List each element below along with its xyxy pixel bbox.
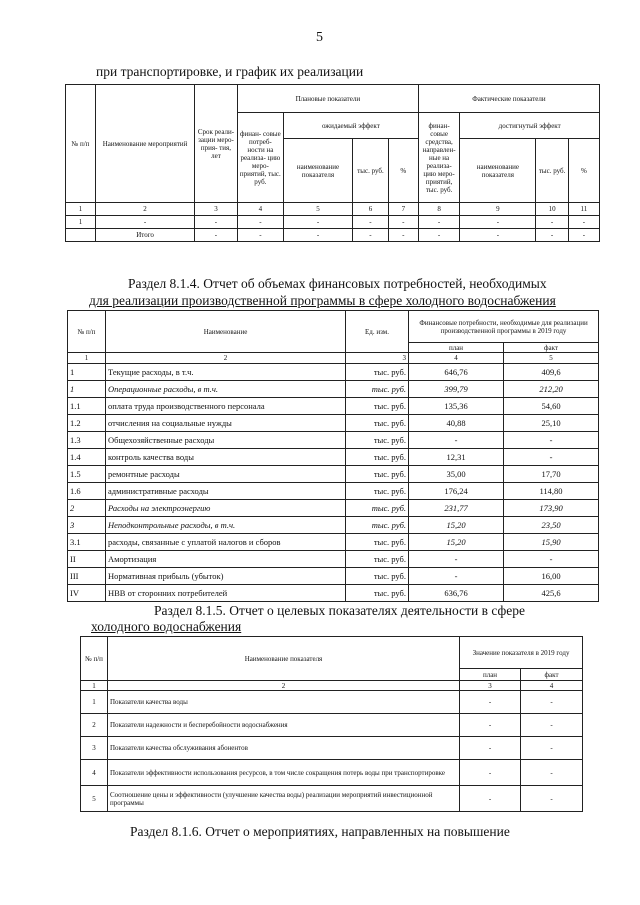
table-row — [81, 760, 583, 786]
t2-no: 1.5 — [68, 466, 106, 483]
t3-fact: - — [521, 760, 583, 786]
t2-name: Нормативная прибыль (убыток) — [106, 568, 346, 585]
t1-cell: - — [388, 216, 418, 229]
t2-unit: тыс. руб. — [346, 483, 409, 500]
t2-no: 1.3 — [68, 432, 106, 449]
t2-header-unit: Ед. изм. — [346, 311, 409, 353]
t3-fact: - — [521, 691, 583, 714]
t2-num: 2 — [106, 353, 346, 364]
t1-header-no: № п/п — [66, 85, 96, 203]
t1-cell: - — [353, 229, 389, 242]
t2-unit: тыс. руб. — [346, 398, 409, 415]
t3-num: 2 — [108, 681, 460, 691]
section-815-line2: холодного водоснабжения — [91, 619, 242, 634]
t1-cell: - — [568, 229, 599, 242]
t1-header-achieved: достигнутый эффект — [460, 113, 600, 139]
t2-no: 1.4 — [68, 449, 106, 466]
t1-num: 8 — [418, 203, 460, 216]
t2-no: 1.2 — [68, 415, 106, 432]
t2-name: Расходы на электроэнергию — [106, 500, 346, 517]
t3-num: 1 — [81, 681, 108, 691]
t2-plan: - — [409, 432, 504, 449]
table-row — [68, 449, 599, 466]
t1-header-ind-name: наименование показателя — [283, 139, 352, 203]
t1-header-thous: тыс. руб. — [353, 139, 389, 203]
t2-no: 1 — [68, 364, 106, 381]
table-row — [81, 786, 583, 812]
table-row — [81, 714, 583, 737]
t3-header-value: Значение показателя в 2019 году — [460, 637, 583, 669]
t2-num: 1 — [68, 353, 106, 364]
t1-header-fin-plan: финан- совые потреб- ности на реализа- цию меро- приятий, тыс. руб. — [237, 113, 283, 203]
t2-name: административные расходы — [106, 483, 346, 500]
t2-name: Неподконтрольные расходы, в т.ч. — [106, 517, 346, 534]
t2-plan: 15,20 — [409, 534, 504, 551]
t2-plan: 399,79 — [409, 381, 504, 398]
t1-header-ind-name2: наименование показателя — [460, 139, 536, 203]
t1-cell: - — [353, 216, 389, 229]
t3-plan: - — [460, 737, 521, 760]
t1-num: 6 — [353, 203, 389, 216]
t1-cell: - — [568, 216, 599, 229]
table-row — [68, 483, 599, 500]
t2-name: Операционные расходы, в т.ч. — [106, 381, 346, 398]
t2-unit: тыс. руб. — [346, 381, 409, 398]
t2-name: НВВ от сторонних потребителей — [106, 585, 346, 602]
t1-cell: - — [237, 229, 283, 242]
t2-no: 3 — [68, 517, 106, 534]
t1-cell: - — [195, 216, 238, 229]
t2-name: ремонтные расходы — [106, 466, 346, 483]
t3-name: Показатели качества воды — [108, 691, 460, 714]
table-row — [68, 381, 599, 398]
t1-num: 1 — [66, 203, 96, 216]
t2-no: 3.1 — [68, 534, 106, 551]
t1-cell — [66, 229, 96, 242]
t2-unit: тыс. руб. — [346, 415, 409, 432]
t1-cell: - — [536, 229, 568, 242]
table-row — [68, 500, 599, 517]
t1-num: 4 — [237, 203, 283, 216]
t1-num: 3 — [195, 203, 238, 216]
t1-header-term: Срок реали- зации меро- прия- тия, лет — [195, 85, 238, 203]
t2-name: контроль качества воды — [106, 449, 346, 466]
t3-plan: - — [460, 786, 521, 812]
t1-num: 5 — [283, 203, 352, 216]
t3-fact: - — [521, 786, 583, 812]
t1-cell: - — [418, 216, 460, 229]
t1-num: 10 — [536, 203, 568, 216]
t3-no: 1 — [81, 691, 108, 714]
t1-total-label: Итого — [95, 229, 194, 242]
t1-header-expected: ожидаемый эффект — [283, 113, 418, 139]
t2-plan: - — [409, 551, 504, 568]
t1-num: 2 — [95, 203, 194, 216]
table-row — [66, 216, 600, 229]
t2-plan: 176,24 — [409, 483, 504, 500]
t2-name: Амортизация — [106, 551, 346, 568]
t2-header-fact: факт — [504, 343, 599, 353]
table-row — [68, 534, 599, 551]
t2-no: 1.6 — [68, 483, 106, 500]
t2-plan: - — [409, 568, 504, 585]
t1-cell: - — [95, 216, 194, 229]
table-row-total — [66, 229, 600, 242]
intro-line: при транспортировке, и график их реализации — [96, 64, 364, 79]
t1-cell: - — [283, 229, 352, 242]
t3-fact: - — [521, 737, 583, 760]
t2-unit: тыс. руб. — [346, 534, 409, 551]
t2-unit: тыс. руб. — [346, 466, 409, 483]
t3-name: Показатели надежности и бесперебойности водоснабжения — [108, 714, 460, 737]
t2-fact: - — [504, 551, 599, 568]
t2-fact: 54,60 — [504, 398, 599, 415]
table-row — [68, 568, 599, 585]
t2-unit: тыс. руб. — [346, 568, 409, 585]
t1-num: 11 — [568, 203, 599, 216]
t2-no: 1.1 — [68, 398, 106, 415]
table-row — [68, 517, 599, 534]
t3-no: 5 — [81, 786, 108, 812]
t2-num: 3 — [346, 353, 409, 364]
t3-header-name: Наименование показателя — [108, 637, 460, 681]
t1-num: 7 — [388, 203, 418, 216]
t2-no: II — [68, 551, 106, 568]
t2-name: расходы, связанные с уплатой налогов и сборов — [106, 534, 346, 551]
t2-plan: 636,76 — [409, 585, 504, 602]
t2-plan: 135,36 — [409, 398, 504, 415]
measures-table — [65, 84, 600, 242]
t2-name: Общехозяйственные расходы — [106, 432, 346, 449]
t3-plan: - — [460, 691, 521, 714]
t2-fact: - — [504, 432, 599, 449]
t3-name: Соотношение цены и эффективности (улучшение качества воды) реализации мероприятий инвестиционной программы — [108, 786, 460, 812]
t1-num: 9 — [460, 203, 536, 216]
t1-header-fin-actual: финан- совые средства, направлен- ные на реализа- цию меро- приятий, тыс. руб. — [418, 113, 460, 203]
target-indicators-table — [80, 636, 583, 812]
t2-unit: тыс. руб. — [346, 585, 409, 602]
t1-header-pct: % — [388, 139, 418, 203]
t3-header-fact: факт — [521, 669, 583, 681]
t2-unit: тыс. руб. — [346, 364, 409, 381]
t3-plan: - — [460, 760, 521, 786]
t2-header-name: Наименование — [106, 311, 346, 353]
t2-header-plan: план — [409, 343, 504, 353]
t2-plan: 646,76 — [409, 364, 504, 381]
t2-fact: 15,90 — [504, 534, 599, 551]
table-row — [68, 466, 599, 483]
t2-name: оплата труда производственного персонала — [106, 398, 346, 415]
table-row — [68, 415, 599, 432]
t3-header-plan: план — [460, 669, 521, 681]
financial-needs-table — [67, 310, 599, 602]
t2-name: Текущие расходы, в т.ч. — [106, 364, 346, 381]
t2-plan: 15,20 — [409, 517, 504, 534]
table-row — [68, 432, 599, 449]
t2-plan: 35,00 — [409, 466, 504, 483]
t2-no: 1 — [68, 381, 106, 398]
t3-name: Показатели качества обслуживания абонентов — [108, 737, 460, 760]
t3-name: Показатели эффективности использования ресурсов, в том числе сокращения потерь воды при транспортировке — [108, 760, 460, 786]
t3-plan: - — [460, 714, 521, 737]
section-815-line1: Раздел 8.1.5. Отчет о целевых показателях деятельности в сфере — [154, 603, 525, 618]
t2-plan: 40,88 — [409, 415, 504, 432]
t3-fact: - — [521, 714, 583, 737]
table-row — [81, 737, 583, 760]
t2-header-fin: Финансовые потребности, необходимые для реализации производственной программы в 2019 году — [409, 311, 599, 343]
page-number: 5 — [316, 30, 323, 45]
t2-fact: - — [504, 449, 599, 466]
t2-no: IV — [68, 585, 106, 602]
t2-plan: 231,77 — [409, 500, 504, 517]
t2-fact: 17,70 — [504, 466, 599, 483]
t2-no: III — [68, 568, 106, 585]
table-row — [68, 398, 599, 415]
section-816-line1: Раздел 8.1.6. Отчет о мероприятиях, направленных на повышение — [130, 824, 510, 839]
t2-plan: 12,31 — [409, 449, 504, 466]
t1-header-thous2: тыс. руб. — [536, 139, 568, 203]
t2-fact: 212,20 — [504, 381, 599, 398]
t1-cell: - — [388, 229, 418, 242]
section-814-line2: для реализации производственной программы в сфере холодного водоснабжения — [89, 293, 556, 308]
table-row — [68, 364, 599, 381]
t2-unit: тыс. руб. — [346, 449, 409, 466]
t1-cell: - — [237, 216, 283, 229]
t2-unit: тыс. руб. — [346, 517, 409, 534]
t2-num: 4 — [409, 353, 504, 364]
t2-unit: тыс. руб. — [346, 500, 409, 517]
t3-num: 4 — [521, 681, 583, 691]
t2-fact: 25,10 — [504, 415, 599, 432]
t1-header-planned: Плановые показатели — [237, 85, 418, 113]
t3-num: 3 — [460, 681, 521, 691]
t2-num: 5 — [504, 353, 599, 364]
t2-unit: тыс. руб. — [346, 432, 409, 449]
t2-unit: тыс. руб. — [346, 551, 409, 568]
t1-header-actual: Фактические показатели — [418, 85, 599, 113]
t1-header-pct2: % — [568, 139, 599, 203]
t3-no: 3 — [81, 737, 108, 760]
t1-cell: 1 — [66, 216, 96, 229]
t1-cell: - — [195, 229, 238, 242]
t1-cell: - — [536, 216, 568, 229]
t3-no: 2 — [81, 714, 108, 737]
t3-header-no: № п/п — [81, 637, 108, 681]
t2-name: отчисления на социальные нужды — [106, 415, 346, 432]
t2-fact: 173,90 — [504, 500, 599, 517]
t1-cell: - — [283, 216, 352, 229]
t2-fact: 409,6 — [504, 364, 599, 381]
t2-header-no: № п/п — [68, 311, 106, 353]
t2-fact: 23,50 — [504, 517, 599, 534]
t1-cell: - — [418, 229, 460, 242]
t2-fact: 425,6 — [504, 585, 599, 602]
t1-cell: - — [460, 229, 536, 242]
table-row — [68, 551, 599, 568]
t1-cell: - — [460, 216, 536, 229]
t2-fact: 16,00 — [504, 568, 599, 585]
table-row — [68, 585, 599, 602]
t2-fact: 114,80 — [504, 483, 599, 500]
table-row — [81, 691, 583, 714]
t3-no: 4 — [81, 760, 108, 786]
t1-header-name: Наименование мероприятий — [95, 85, 194, 203]
t2-no: 2 — [68, 500, 106, 517]
section-814-line1: Раздел 8.1.4. Отчет об объемах финансовых потребностей, необходимых — [128, 276, 547, 291]
